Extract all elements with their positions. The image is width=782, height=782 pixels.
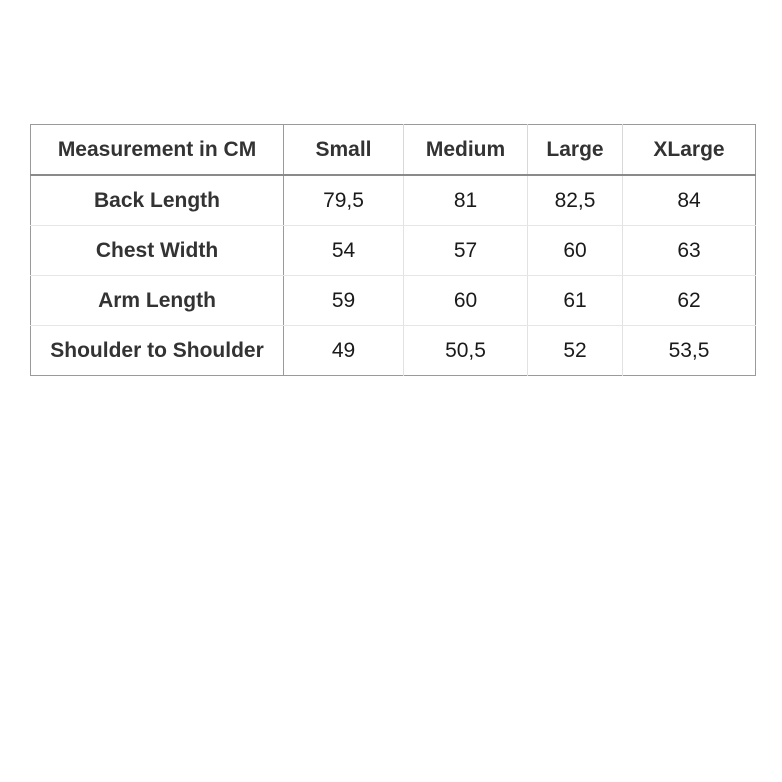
table-cell: 50,5	[404, 326, 528, 376]
table-cell: 49	[284, 326, 404, 376]
row-label-chest-width: Chest Width	[31, 226, 284, 276]
table-cell: 62	[623, 276, 756, 326]
row-label-arm-length: Arm Length	[31, 276, 284, 326]
table-cell: 63	[623, 226, 756, 276]
header-size-xlarge: XLarge	[623, 125, 756, 176]
table-cell: 59	[284, 276, 404, 326]
table-row	[31, 276, 756, 326]
table-cell: 82,5	[528, 175, 623, 226]
table-row	[31, 326, 756, 376]
table-cell: 81	[404, 175, 528, 226]
table-cell: 60	[528, 226, 623, 276]
header-size-large: Large	[528, 125, 623, 176]
size-chart-body	[31, 175, 756, 376]
table-cell: 60	[404, 276, 528, 326]
row-label-shoulder-to-shoulder: Shoulder to Shoulder	[31, 326, 284, 376]
table-cell: 53,5	[668, 338, 710, 362]
table-cell: 84	[623, 175, 756, 226]
header-size-medium: Medium	[404, 125, 528, 176]
size-chart-table	[30, 124, 756, 376]
header-size-small: Small	[284, 125, 404, 176]
table-row	[31, 175, 756, 226]
table-cell: 54	[284, 226, 404, 276]
table-cell: 57	[404, 226, 528, 276]
header-measurement-label: Measurement in CM	[31, 125, 284, 176]
size-chart-header	[31, 125, 756, 176]
row-label-back-length: Back Length	[31, 175, 284, 226]
table-cell: 79,5	[284, 175, 404, 226]
table-cell: 61	[528, 276, 623, 326]
header-row	[31, 125, 756, 176]
table-row	[31, 226, 756, 276]
table-cell: 52	[528, 326, 623, 376]
